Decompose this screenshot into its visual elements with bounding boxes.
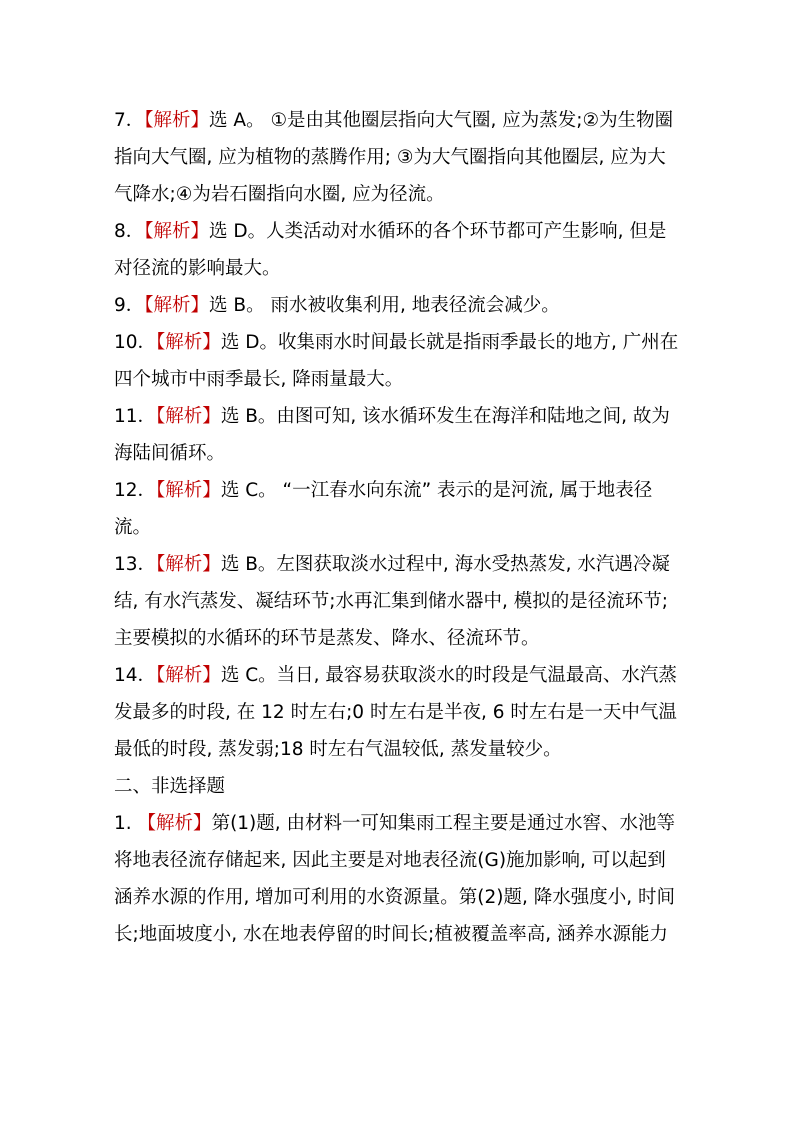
answer-text: 第(1)题, 由材料一可知集雨工程主要是通过水窖、水池等将地表径流存储起来, 因此主要是对地表径流(G)施加影响, 可以起到涵养水源的作用, 增加可利用的水资源量。第(2)题, 降水强度小, 时间长;地面坡度小, 水在地表停留的时间长;植被覆盖率高, 涵养水源能力 [114, 813, 676, 945]
answer-8 [114, 213, 684, 287]
answer-number: 14． [114, 665, 157, 686]
essay-answer-1 [114, 805, 684, 953]
answer-13 [114, 546, 684, 657]
answer-number: 10． [114, 332, 157, 353]
answer-number: 13． [114, 554, 157, 575]
answer-content [114, 102, 684, 953]
analysis-tag: 【解析】 [144, 110, 210, 131]
analysis-tag: 【解析】 [156, 332, 221, 353]
answer-10 [114, 324, 684, 398]
answer-text: 选 B。 雨水被收集利用, 地表径流会减少。 [209, 295, 560, 316]
analysis-tag: 【解析】 [156, 665, 221, 686]
answer-text: 选 A。 ①是由其他圈层指向大气圈, 应为蒸发;②为生物圈指向大气圈, 应为植物的蒸腾作用; ③为大气圈指向其他圈层, 应为大气降水;④为岩石圈指向水圈, 应为径流。 [114, 110, 674, 205]
answer-text: 选 C。 “一江春水向东流” 表示的是河流, 属于地表径流。 [114, 480, 653, 538]
answer-number: 9． [114, 295, 145, 316]
answer-text: 选 B。由图可知, 该水循环发生在海洋和陆地之间, 故为海陆间循环。 [114, 406, 670, 464]
answer-11 [114, 398, 684, 472]
answer-text: 选 B。左图获取淡水过程中, 海水受热蒸发, 水汽遇冷凝结, 有水汽蒸发、凝结环节;水再汇集到储水器中, 模拟的是径流环节;主要模拟的水循环的环节是蒸发、降水、径流环节。 [114, 554, 670, 649]
answer-text: 选 D。收集雨水时间最长就是指雨季最长的地方, 广州在四个城市中雨季最长, 降雨量最大。 [114, 332, 679, 390]
section-title: 二、非选择题 [114, 776, 226, 797]
answer-number: 1. [114, 813, 138, 834]
analysis-tag: 【解析】 [144, 295, 210, 316]
answer-7 [114, 102, 684, 213]
answer-text: 选 C。当日, 最容易获取淡水的时段是气温最高、水汽蒸发最多的时段, 在 12 时左右;0 时左右是半夜, 6 时左右是一天中气温最低的时段, 蒸发弱;18 时左右气温较低, 蒸发量较少。 [114, 665, 677, 760]
analysis-tag: 【解析】 [156, 554, 221, 575]
answer-number: 7． [114, 110, 145, 131]
answer-number: 11． [114, 406, 157, 427]
analysis-tag: 【解析】 [156, 406, 221, 427]
answer-14 [114, 657, 684, 768]
analysis-tag: 【解析】 [137, 813, 212, 834]
answer-number: 8． [114, 221, 145, 242]
answer-12 [114, 472, 684, 546]
answer-text: 选 D。人类活动对水循环的各个环节都可产生影响, 但是对径流的影响最大。 [114, 221, 667, 279]
analysis-tag: 【解析】 [144, 221, 210, 242]
answer-9 [114, 287, 684, 324]
analysis-tag: 【解析】 [156, 480, 221, 501]
answer-number: 12． [114, 480, 157, 501]
